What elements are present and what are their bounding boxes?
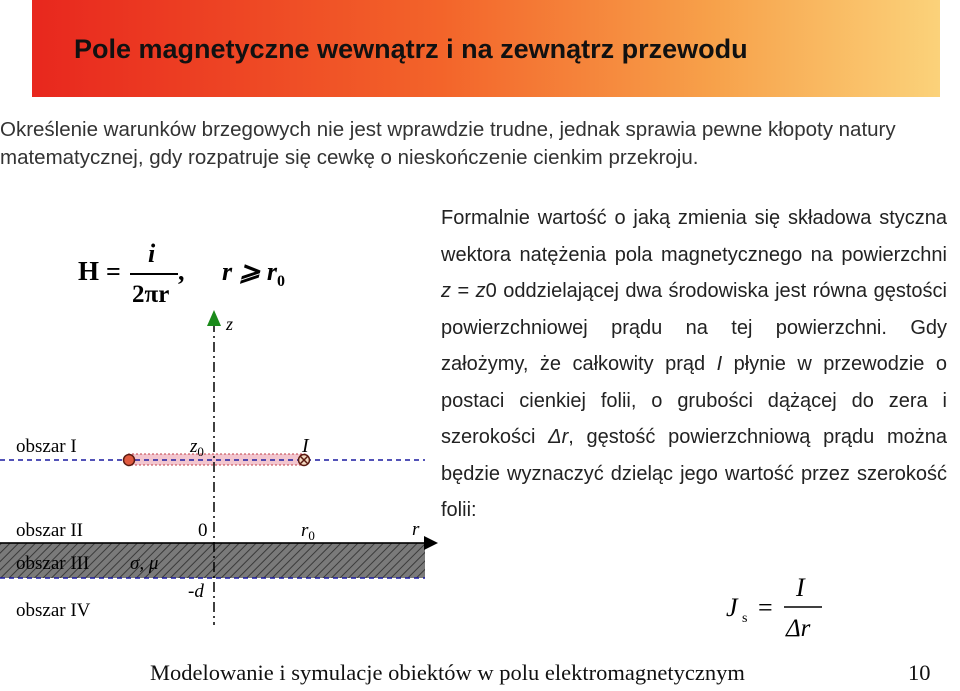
formula-H-comma: , — [178, 257, 185, 286]
formula-H-eq: = — [106, 257, 121, 286]
paragraph-part-3: płynie w przewodzie o postaci cienkiej folii, o grubości dążącej do zera i szerokości — [441, 353, 947, 448]
var-dr: Δr — [548, 426, 569, 448]
z0-label-sub: 0 — [197, 444, 204, 459]
z0-label-main: z — [190, 436, 198, 457]
region-4-label: obszar IV — [16, 600, 91, 621]
paragraph-eq: = — [451, 280, 476, 302]
r-axis-label: r — [412, 519, 420, 540]
paragraph-part-1: Formalnie wartość o jaką zmienia się składowa styczna wektora natężenia pola magnetycznego na powierzchni — [441, 207, 947, 266]
paragraph-part-4: , gęstość powierzchniową prądu można będzie wyznaczyć dzieląc jego wartość przez szerokość folii: — [441, 426, 947, 521]
region-3-label: obszar III — [16, 553, 90, 574]
r-axis-arrow — [424, 536, 438, 550]
slide-title: Pole magnetyczne wewnątrz i na zewnątrz przewodu — [74, 34, 748, 64]
var-I: I — [716, 353, 723, 375]
z0-label — [189, 436, 204, 459]
formula-H-num: i — [148, 239, 156, 268]
z-axis-arrow — [207, 310, 221, 326]
region-2-label: obszar II — [16, 520, 83, 541]
formula-Js-lhs: J — [726, 593, 738, 622]
r0-label — [301, 520, 315, 543]
formula-Js-sub: s — [742, 611, 748, 626]
formula-H-cond-sub: 0 — [277, 273, 286, 290]
conductor-left-marker — [124, 455, 135, 466]
intro-text: Określenie warunków brzegowych nie jest wprawdzie trudne, jednak sprawia pewne kłopoty natury matematycznej, gdy rozpatruje się cewkę o nieskończenie cienkim przekroju. — [0, 118, 896, 169]
current-label: I — [302, 435, 309, 457]
paragraph-part-2: 0 oddzielającej dwa środowiska jest równa gęstości powierzchniowej prądu na tej powierzchni. Gdy założymy, że całkowity prąd — [441, 280, 948, 375]
formula-Js-den: Δr — [786, 615, 811, 642]
formula-H-lhs: H — [78, 256, 100, 286]
var-z: z — [441, 280, 451, 302]
diagram — [0, 230, 440, 670]
material-label: σ, μ — [130, 553, 159, 574]
formula-H-condition — [222, 257, 285, 290]
zero-label: 0 — [198, 520, 208, 541]
region-1-label: obszar I — [16, 436, 77, 457]
footer-text: Modelowanie i symulacje obiektów w polu elektromagnetycznym — [150, 660, 745, 685]
r0-label-sub: 0 — [308, 528, 315, 543]
var-z0: z — [475, 280, 486, 302]
formula-Js-eq: = — [758, 593, 773, 622]
z-axis-label: z — [226, 314, 234, 334]
page-number: 10 — [908, 660, 931, 685]
formula-Js — [724, 574, 834, 644]
formula-H-den: 2πr — [132, 281, 170, 308]
body-paragraph — [441, 200, 947, 529]
r0-label-main: r — [301, 520, 309, 541]
minus-d-label: -d — [188, 581, 204, 602]
formula-Js-num: I — [796, 574, 805, 602]
formula-H-cond: r ⩾ r — [222, 257, 278, 286]
